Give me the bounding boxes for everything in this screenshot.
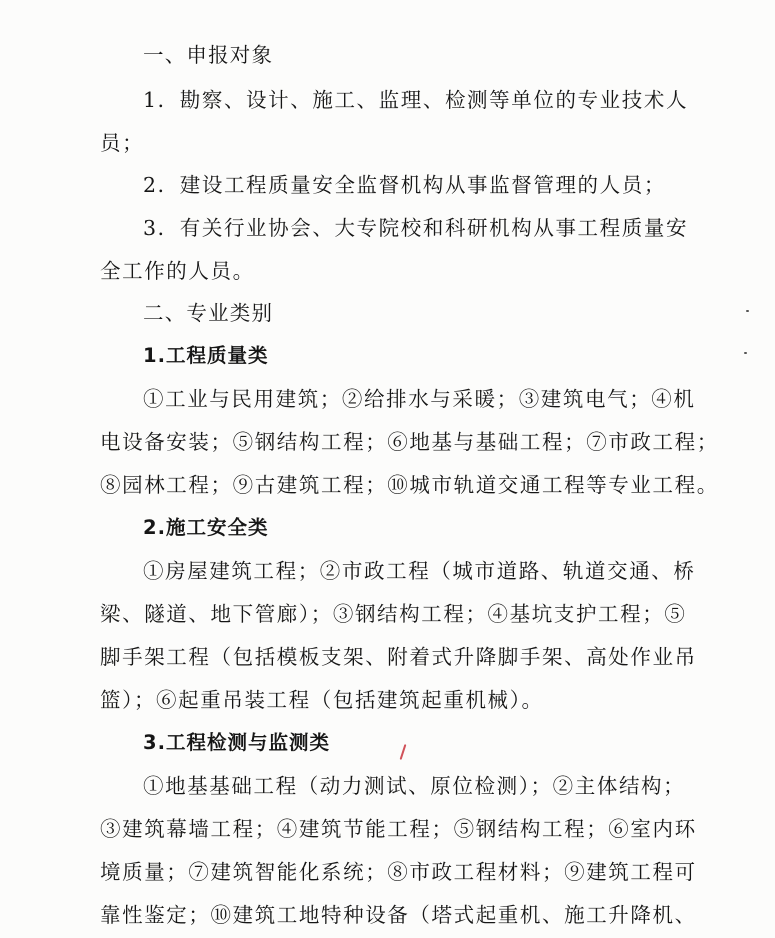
category-line: 境质量；⑦建筑智能化系统；⑧市政工程材料；⑨建筑工程可: [100, 860, 697, 884]
category-line: 电设备安装；⑤钢结构工程；⑥地基与基础工程；⑦市政工程；: [100, 430, 719, 454]
paragraph-line: 3．有关行业协会、大专院校和科研机构从事工程质量安: [143, 216, 689, 240]
category-line: 脚手架工程（包括模板支架、附着式升降脚手架、高处作业吊: [100, 645, 697, 669]
scan-speck: [746, 310, 749, 312]
category-line: ①地基基础工程（动力测试、原位检测）；②主体结构；: [143, 774, 686, 798]
paragraph-line: 员；: [100, 131, 145, 155]
category-title-safety: 2.施工安全类: [143, 516, 269, 539]
category-line: ①工业与民用建筑；②给排水与采暖；③建筑电气；④机: [143, 387, 696, 411]
category-line: 梁、隧道、地下管廊）；③钢结构工程；④基坑支护工程；⑤: [100, 602, 687, 626]
paragraph-line: 2．建设工程质量安全监督机构从事监督管理的人员；: [143, 173, 666, 197]
category-line: 篮）；⑥起重吊装工程（包括建筑起重机械）。: [100, 688, 544, 712]
category-title-quality: 1.工程质量类: [143, 344, 269, 367]
category-line: ①房屋建筑工程；②市政工程（城市道路、轨道交通、桥: [143, 559, 696, 583]
pen-mark: [400, 744, 407, 760]
category-line: ⑧园林工程；⑨古建筑工程；⑩城市轨道交通工程等专业工程。: [100, 473, 719, 497]
scan-speck: [744, 352, 747, 354]
section-heading-applicants: 一、申报对象: [143, 43, 274, 67]
section-heading-categories: 二、专业类别: [143, 301, 274, 325]
category-line: 靠性鉴定；⑩建筑工地特种设备（塔式起重机、施工升降机、: [100, 903, 697, 927]
category-title-testing: 3.工程检测与监测类: [143, 731, 330, 754]
paragraph-line: 1．勘察、设计、施工、监理、检测等单位的专业技术人: [143, 88, 689, 112]
paragraph-line: 全工作的人员。: [100, 259, 255, 283]
category-line: ③建筑幕墙工程；④建筑节能工程；⑤钢结构工程；⑥室内环: [100, 817, 697, 841]
